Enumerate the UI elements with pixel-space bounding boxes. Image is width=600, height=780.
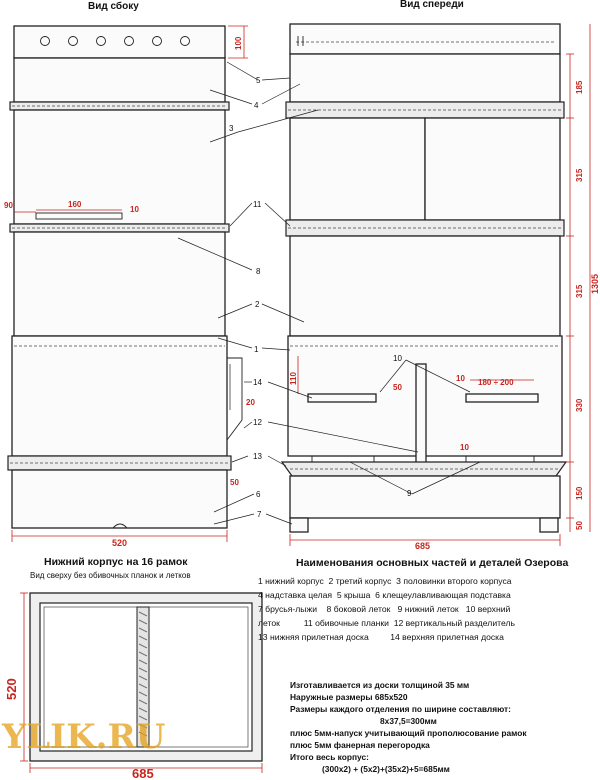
- side-view: [8, 26, 242, 528]
- front-lower-entrance-left: [312, 456, 374, 462]
- bottom-case-width-label: 685: [132, 766, 154, 780]
- dim-roof-height: 100: [234, 36, 243, 50]
- side-view-heading: Вид сбоку: [88, 1, 139, 12]
- note-line-3: Размеры каждого отделения по ширине составляют:: [290, 704, 511, 714]
- callout-12: 12: [253, 418, 262, 427]
- front-skid-right: [540, 518, 558, 532]
- bottom-case-height-label: 520: [4, 678, 19, 700]
- dim-front-315b: 315: [575, 284, 584, 298]
- dim-front-330: 330: [575, 398, 584, 412]
- bottom-case-title: Нижний корпус на 16 рамок: [44, 556, 188, 568]
- dim-front-total-height: 1305: [590, 273, 600, 294]
- side-landing-board: [227, 358, 242, 440]
- callout-10: 10: [393, 354, 402, 363]
- front-skid-left: [290, 518, 308, 532]
- front-upper-board-right: [466, 394, 538, 402]
- front-second-body-left: [290, 118, 425, 220]
- dim-front-10-upper: 10: [456, 374, 465, 383]
- dim-front-150: 150: [575, 486, 584, 500]
- dim-front-185: 185: [575, 80, 584, 94]
- side-roof: [14, 26, 225, 58]
- front-vertical-divider: [416, 364, 426, 466]
- callout-14: 14: [253, 378, 262, 387]
- watermark: YLIK.RU: [2, 717, 166, 757]
- legend-line-4: леток 11 обивочные планки 12 вертикальный разделитель: [258, 618, 515, 628]
- front-lower-landing-board: [282, 462, 566, 476]
- dim-side-90: 90: [4, 201, 13, 210]
- front-upper-board-left: [308, 394, 376, 402]
- front-third-body: [290, 236, 560, 336]
- dim-side-width: 520: [112, 538, 128, 548]
- front-lower-entrance-right: [466, 456, 534, 462]
- callout-2: 2: [255, 300, 260, 309]
- callout-9: 9: [407, 489, 412, 498]
- dim-front-10-lower: 10: [460, 443, 469, 452]
- legend-title: Наименования основных частей и деталей Озерова: [296, 557, 569, 569]
- note-line-1: Изготавливается из доски толщиной 35 мм: [290, 680, 470, 690]
- callout-1: 1: [254, 345, 259, 354]
- dim-front-50-board: 50: [393, 383, 402, 392]
- dim-entrance-10: 10: [130, 205, 139, 214]
- legend-line-1: 1 нижний корпус 2 третий корпус 3 половинки второго корпуса: [258, 576, 512, 586]
- callout-3: 3: [229, 124, 234, 133]
- legend-line-5: 13 нижняя прилетная доска 14 верхняя прилетная доска: [258, 632, 504, 642]
- callout-6: 6: [256, 490, 261, 499]
- dim-front-50: 50: [575, 521, 584, 530]
- side-third-body: [14, 232, 225, 336]
- note-line-5: плюс 5мм-напуск учитывающий прополюсование рамок: [290, 728, 527, 738]
- dim-front-110: 110: [289, 372, 298, 385]
- bottom-case-subtitle: Вид сверху без обивочных планок и летков: [30, 571, 191, 580]
- legend-line-3: 7 брусья-лыжи 8 боковой леток 9 нижний леток 10 верхний: [258, 604, 511, 614]
- dim-front-width: 685: [415, 541, 431, 551]
- front-view: [282, 24, 566, 532]
- note-line-4: 8х37,5=300мм: [380, 716, 437, 726]
- front-second-body-right: [425, 118, 560, 220]
- callout-11: 11: [253, 200, 262, 209]
- dim-side-20: 20: [246, 398, 255, 407]
- side-tick-stand: [12, 470, 227, 528]
- callout-13: 13: [253, 452, 262, 461]
- note-line-2: Наружные размеры 685х520: [290, 692, 408, 702]
- note-line-7: Итого весь корпус:: [290, 752, 369, 762]
- dim-side-50: 50: [230, 478, 239, 487]
- front-roof: [290, 24, 560, 54]
- callout-5: 5: [256, 76, 261, 85]
- front-extension: [290, 54, 560, 102]
- note-line-6: плюс 5мм фанерная перегородка: [290, 740, 430, 750]
- callout-4: 4: [254, 101, 259, 110]
- legend-line-2: 4 надставка целая 5 крыша 6 клещеулавливающая подставка: [258, 590, 511, 600]
- front-tick-stand: [290, 476, 560, 518]
- callout-8: 8: [256, 267, 261, 276]
- dim-front-180-200: 180 ÷ 200: [478, 378, 514, 387]
- side-lower-body: [12, 336, 227, 456]
- callout-7: 7: [257, 510, 262, 519]
- note-line-8: (300х2) + (5х2)+(35х2)+5=685мм: [322, 764, 450, 774]
- side-second-body: [14, 110, 225, 224]
- dim-front-315a: 315: [575, 168, 584, 182]
- front-view-heading: Вид спереди: [400, 0, 464, 10]
- dim-entrance-width: 160: [68, 200, 82, 209]
- side-extension: [14, 58, 225, 102]
